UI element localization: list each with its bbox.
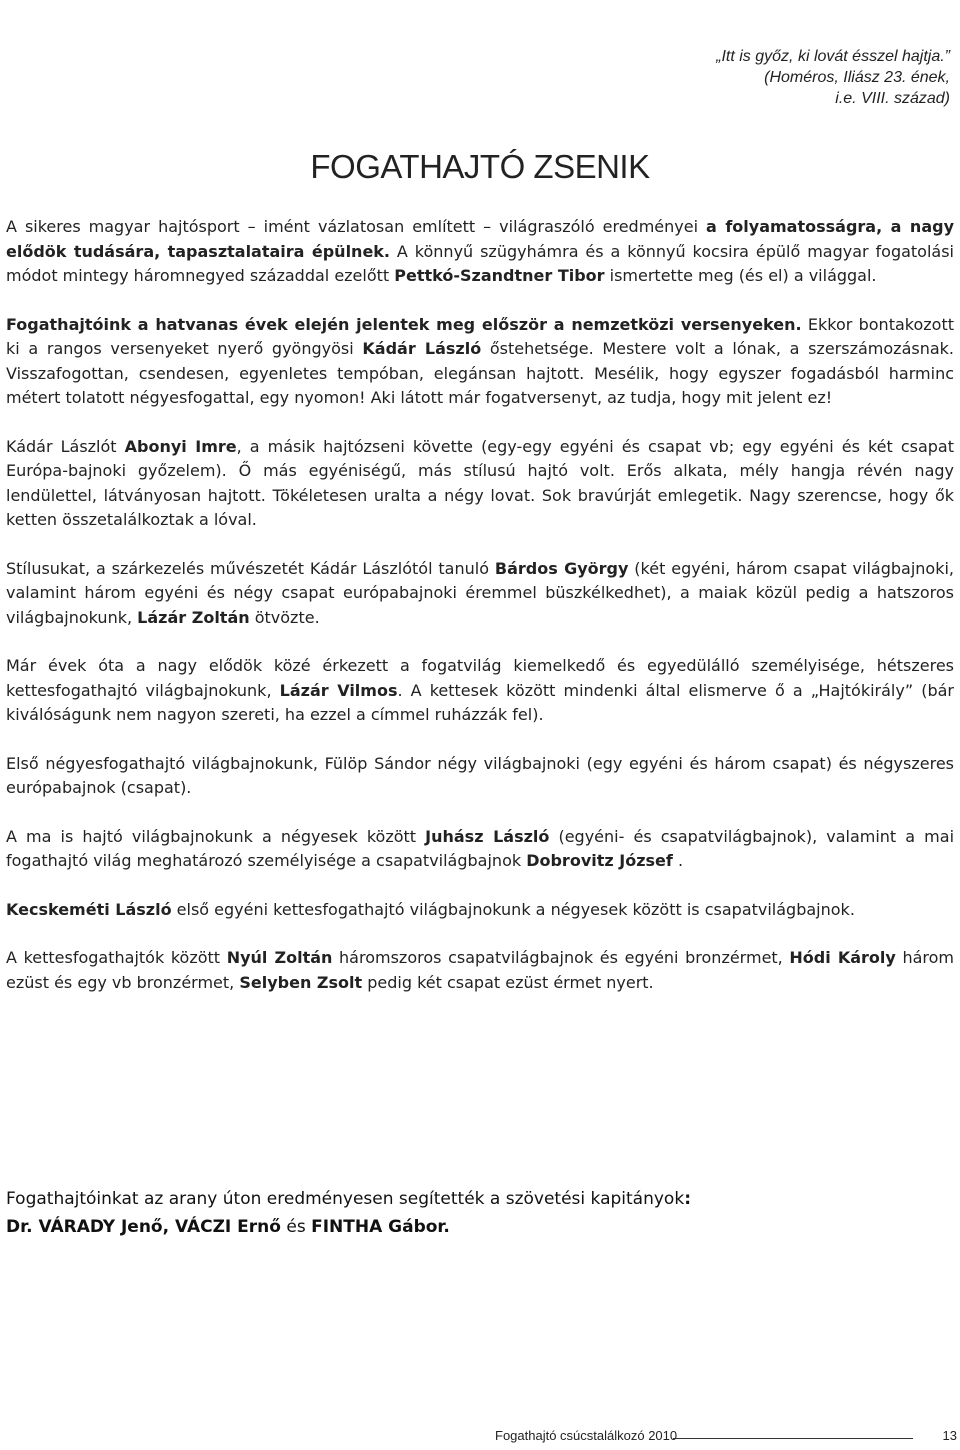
text: (két egyéni, három csapat világbajnoki, valamint három egyéni és négy csapat európabajnoki éremmel büszkélkedhet), a maiak közül pedig a hatszoros világbajnokunk, <box>6 558 955 627</box>
text: ötvözte. <box>249 607 320 627</box>
paragraph-kecskemeti <box>6 898 954 923</box>
person-name: Abonyi Imre <box>124 436 237 456</box>
text: őstehetsége. Mestere volt a lónak, a szerszámozásnak. Visszafogottan, csendesen, egyenletes tempóban, elegánsan hajtott. Mesélik, hogy egyszer fogadásból harminc métert tolatott négyesfogattal, egy nyomon! Aki látott már fogatversenyt, az tudja, hogy mit jelent ez! <box>6 339 955 407</box>
text: pedig két csapat ezüst érmet nyert. <box>362 972 654 992</box>
captains-section <box>6 1185 954 1241</box>
emphasis: Fogathajtóink a hatvanas évek elején jelentek meg először a nemzetközi versenyeken. <box>6 314 802 334</box>
person-name: FINTHA Gábor. <box>311 1217 450 1237</box>
paragraph-fulop <box>6 752 954 801</box>
paragraph-lazar-vilmos <box>6 654 954 728</box>
text: . <box>672 851 684 870</box>
captains-names <box>6 1213 954 1241</box>
person-name: Lázár Vilmos <box>279 680 398 700</box>
text: és <box>280 1217 312 1237</box>
footer-rule <box>673 1438 913 1439</box>
paragraph-pairs <box>6 946 954 995</box>
paragraph-sixties <box>6 313 954 411</box>
text: háromszoros csapatvilágbajnok és egyéni bronzérmet, <box>332 948 790 967</box>
text: A ma is hajtó világbajnokunk a négyesek között <box>6 826 426 846</box>
text: Kádár Lászlót <box>6 436 125 456</box>
paragraph-juhasz <box>6 825 954 874</box>
person-name: Bárdos György <box>494 558 629 578</box>
text: ismertette meg (és el) a világgal. <box>604 266 877 285</box>
person-name: Pettkó-Szandtner Tibor <box>394 266 605 285</box>
captains-intro <box>6 1185 954 1213</box>
person-name: Dobrovitz József <box>526 851 673 870</box>
epigraph-date: i.e. VIII. század) <box>835 90 950 107</box>
text: Ekkor bontakozott ki a rangos versenyeket nyerő gyöngyösi <box>6 314 954 358</box>
person-name: Kecskeméti László <box>6 899 172 919</box>
page-title: FOGATHAJTÓ ZSENIK <box>310 148 650 185</box>
emphasis: a folyamatosságra, a nagy elődök tudására, tapasztalataira épülnek. <box>6 217 954 261</box>
text: Első négyesfogathajtó világbajnokunk, Fülöp Sándor négy világbajnoki (egy egyéni és három csapat) és négyszeres európabajnok (csapat). <box>6 753 954 797</box>
publication-title: Fogathajtó csúcstalálkozó 2010 <box>495 1428 678 1443</box>
text: . A kettesek között mindenki által elismerve ő a „Hajtókirály” (bár kiválóságunk nem nagyon szereti, ha ezzel a címmel ruházzák fel). <box>6 680 955 724</box>
person-name: Hódi Károly <box>789 948 896 967</box>
text: A sikeres magyar hajtósport – imént vázlatosan említett – világraszóló eredményei <box>6 217 707 236</box>
text: Már évek óta a nagy elődök közé érkezett a fogatvilág kiemelkedő és egyedülálló személyisége, hétszeres kettesfogathajtó világbajnokunk, <box>6 656 954 700</box>
paragraph-intro <box>6 215 954 289</box>
page-footer <box>495 1428 957 1448</box>
paragraph-bardos <box>6 557 954 631</box>
person-name: Nyúl Zoltán <box>226 948 333 967</box>
epigraph <box>590 46 950 109</box>
text: első egyéni kettesfogathajtó világbajnokunk a négyesek között is csapatvilágbajnok. <box>171 899 855 919</box>
person-name: Kádár László <box>362 339 482 358</box>
page-number: 13 <box>942 1428 957 1443</box>
text: Fogathajtóinkat az arany úton eredményesen segítették a szövetési kapitányok <box>6 1189 685 1209</box>
text: három ezüst és egy vb bronzérmet, <box>6 948 954 992</box>
text: A könnyű szügyhámra és a könnyű kocsira épülő magyar fogatolási módot mintegy háromnegyed századdal ezelőtt <box>6 241 954 285</box>
colon: : <box>684 1189 691 1209</box>
person-name: Selyben Zsolt <box>239 972 363 992</box>
text: A kettesfogathajtók között <box>6 948 227 967</box>
person-name: Dr. VÁRADY Jenő, VÁCZI Ernő <box>6 1217 281 1237</box>
person-name: Juhász László <box>425 826 550 846</box>
person-name: Lázár Zoltán <box>137 607 250 627</box>
epigraph-quote: „Itt is győz, ki lovát ésszel hajtja.” <box>716 48 950 65</box>
epigraph-source: (Homéros, Iliász 23. ének, <box>764 69 950 86</box>
text: Stílusukat, a szárkezelés művészetét Kádár Lászlótól tanuló <box>6 558 495 578</box>
paragraph-abonyi <box>6 435 954 533</box>
article-body <box>6 215 954 995</box>
text: , a másik hajtózseni követte (egy-egy egyéni és csapat vb; egy egyéni és két csapat Európa-bajnoki győzelem). Ő más egyéniségű, más stílusú hajtó volt. Erős alkata, mély hangja révén nagy lendülettel, látványosan hajtott. Tökéletesen uralta a négy lovat. Sok bravúrját emlegetik. Nagy szerencse, hogy ők ketten összetalálkoztak a lóval. <box>6 436 955 529</box>
text: (egyéni- és csapatvilágbajnok), valamint a mai fogathajtó világ meghatározó személyisége a csapatvilágbajnok <box>6 826 955 870</box>
